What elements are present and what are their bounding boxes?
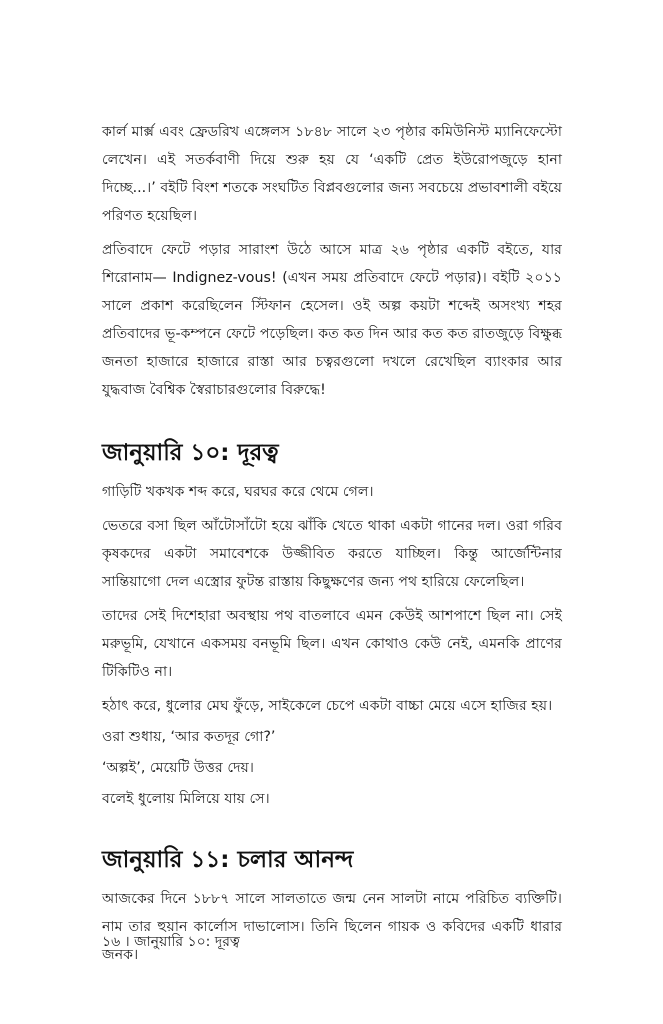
page-content — [102, 118, 562, 969]
paragraph-music-band: ভেতরে বসা ছিল আঁটোসাঁটো হয়ে ঝাঁকি খেতে থাকা একটা গানের দল। ওরা গরিব কৃষকদের একটা সমাবেশকে উজ্জীবিত করতে যাচ্ছিল। কিন্তু আর্জেন্টিনার সান্তিয়াগো দেল এস্ত্রোর ফুটন্ত রাস্তায় কিছুক্ষণের জন্য পথ হারিয়ে ফেলেছিল। — [102, 518, 562, 590]
paragraph-question: ওরা শুধায়, ‘আর কতদূর গো?’ — [102, 729, 276, 745]
page-footer: ১৬ । জানুয়ারি ১০: দূরত্ব — [102, 934, 240, 950]
paragraph-salta: আজকের দিনে ১৮৮৭ সালে সালতাতে জন্ম নেন সালটা নামে পরিচিত ব্যক্তিটি। নাম তার হুয়ান কার্লোস দাভালোস। তিনি ছিলেন গায়ক ও কবিদের একটি ধারার জনক। — [102, 891, 562, 963]
paragraph-answer: ‘অল্পই’, মেয়েটি উত্তর দেয়। — [102, 760, 254, 776]
paragraph-desert: তাদের সেই দিশেহারা অবস্থায় পথ বাতলাবে এমন কেউই আশপাশে ছিল না। সেই মরুভূমি, যেখানে একসময় বনভূমি ছিল। এখন কোথাও কেউ নেই, এমনকি প্রাণের টিকিটিও না। — [102, 608, 562, 680]
paragraph-vanishes: বলেই ধুলোয় মিলিয়ে যায় সে। — [102, 791, 270, 807]
section-heading-january-10: জানুয়ারি ১০: দূরত্ব — [102, 440, 279, 466]
section-heading-january-11: জানুয়ারি ১১: চলার আনন্দ — [102, 847, 354, 873]
paragraph-car-stops: গাড়িটি খকখক শব্দ করে, ঘরঘর করে থেমে গেল। — [102, 484, 374, 500]
paragraph-girl-appears: হঠাৎ করে, ধুলোর মেঘ ফুঁড়ে, সাইকেলে চেপে একটা বাচ্চা মেয়ে এসে হাজির হয়। — [102, 698, 553, 714]
paragraph-indignez-vous: প্রতিবাদে ফেটে পড়ার সারাংশ উঠে আসে মাত্র ২৬ পৃষ্ঠার একটি বইতে, যার শিরোনাম— Indignez-vous! (এখন সময় প্রতিবাদে ফেটে পড়ার)। বইটি ২০১১ সালে প্রকাশ করেছিলেন স্টিফান হেসেল। ওই অল্প কয়টা শব্দেই অসংখ্য শহর প্রতিবাদের ভূ-কম্পনে ফেটে পড়েছিল। কত কত দিন আর কত কত রাতজুড়ে বিক্ষুব্ধ জনতা হাজারে হাজারে রাস্তা আর চত্বরগুলো দখলে রেখেছিল ব্যাংকার আর যুদ্ধবাজ বৈশ্বিক স্বৈরাচারগুলোর বিরুদ্ধে! — [102, 242, 562, 398]
paragraph-communist-manifesto: কার্ল মার্ক্স এবং ফ্রেডরিখ এঙ্গেলস ১৮৪৮ সালে ২৩ পৃষ্ঠার কমিউনিস্ট ম্যানিফেস্টো লেখেন। এই সতর্কবাণী দিয়ে শুরু হয় যে ‘একটি প্রেত ইউরোপজুড়ে হানা দিচ্ছে...।’ বইটি বিংশ শতকে সংঘটিত বিপ্লবগুলোর জন্য সবচেয়ে প্রভাবশালী বইয়ে পরিণত হয়েছিল। — [102, 124, 562, 224]
